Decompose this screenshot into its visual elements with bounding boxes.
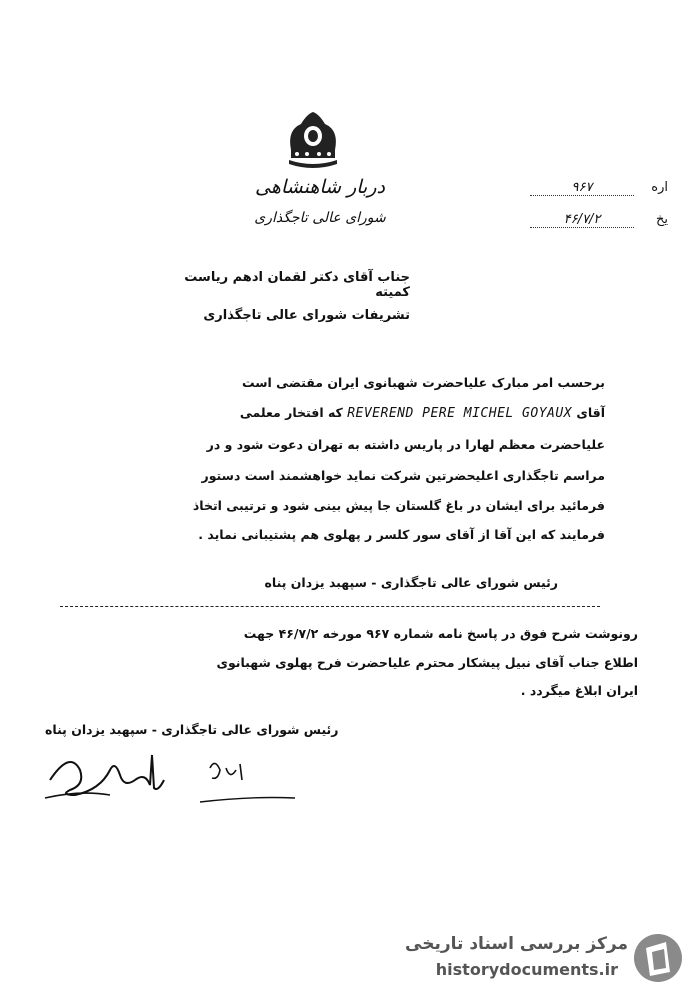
date-label: یخ xyxy=(655,212,668,227)
handwritten-signature xyxy=(40,740,300,810)
body-line-2-suffix: که افتخار معلمی xyxy=(239,405,343,420)
pahlavi-crown-emblem xyxy=(283,110,343,172)
letterhead-subtitle: شورای عالی تاجگذاری xyxy=(254,210,386,226)
body-line-2-prefix: آقای xyxy=(576,405,605,420)
body-line-1: برحسب امر مبارک علیاحضرت شهبانوی ایران مقتضی است xyxy=(242,375,605,390)
watermark-title: مرکز بررسی اسناد تاریخی xyxy=(405,934,628,954)
watermark-url: historydocuments.ir xyxy=(435,960,618,979)
copy-note-line-1: رونوشت شرح فوق در پاسخ نامه شماره ۹۶۷ مورخه ۴۶/۷/۲ جهت xyxy=(243,626,638,641)
reference-number-label: اره xyxy=(651,180,668,195)
guest-name: REVEREND PERE MICHEL GOYAUX xyxy=(347,406,573,421)
separator-line xyxy=(60,606,600,607)
copy-note-line-2: اطلاع جناب آقای نبیل پیشکار محترم علیاحضرت فرح پهلوی شهبانوی xyxy=(216,655,638,670)
body-line-5: فرمائید برای ایشان در باغ گلستان جا پیش بینی شود و ترتیبی اتخاذ xyxy=(192,498,605,513)
signature-block-1: رئیس شورای عالی تاجگذاری - سپهبد یزدان پناه xyxy=(264,575,558,590)
letterhead-title: دربار شاهنشاهی xyxy=(255,176,385,198)
archive-logo xyxy=(632,930,684,986)
date-value: ۴۶/۷/۲ xyxy=(530,212,634,228)
body-line-6: فرمایند که این آقا از آقای سور کلسر ر پهلوی هم پشتیبانی نماید . xyxy=(198,527,605,542)
signature-block-2: رئیس شورای عالی تاجگذاری - سپهبد یزدان پناه xyxy=(45,722,339,737)
body-line-3: علیاحضرت معظم لهارا در پاریس داشته به تهران دعوت شود و در xyxy=(206,437,605,452)
copy-note-line-3: ایران ابلاغ میگردد . xyxy=(520,683,638,698)
addressee-line-1: جناب آقای دکتر لقمان ادهم ریاست کمیته xyxy=(184,270,410,300)
body-line-4: مراسم تاجگذاری اعلیحضرتین شرکت نماید خواهشمند است دستور xyxy=(201,468,605,483)
addressee-line-2: تشریفات شورای عالی تاجگذاری xyxy=(203,308,410,323)
body-line-2 xyxy=(240,405,605,421)
reference-number-value: ۹۶۷ xyxy=(530,180,634,196)
